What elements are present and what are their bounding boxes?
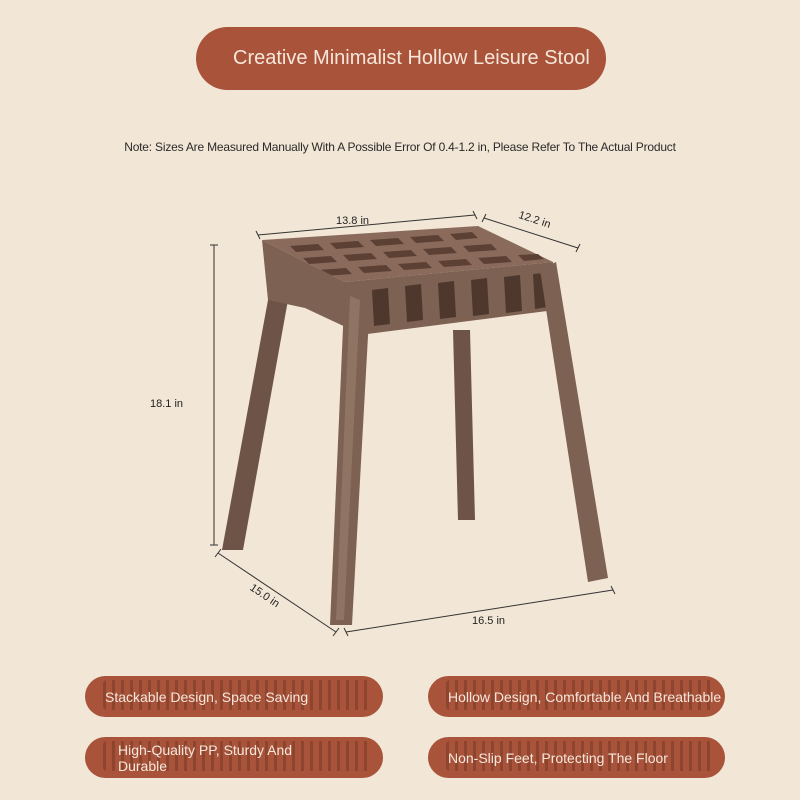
back-left-leg [222,300,288,550]
feature-label: High-Quality PP, Sturdy And Durable [118,741,293,774]
size-note: Note: Sizes Are Measured Manually With A Possible Error Of 0.4-1.2 in, Please Refer To The Actual Product [124,140,676,154]
feature-stackable [85,676,383,717]
dim-top-width: 13.8 in [336,215,370,227]
feature-material [85,737,383,778]
back-leg [453,330,475,520]
stool-body [222,226,608,625]
dim-bottom-width: 16.5 in [472,615,506,627]
feature-label: Hollow Design, Comfortable And Breathable [448,688,722,705]
page-title: Creative Minimalist Hollow Leisure Stool [233,47,590,69]
dim-bottom-depth: 15.0 in [247,581,282,611]
feature-label: Non-Slip Feet, Protecting The Floor [448,749,668,766]
feature-non-slip [428,737,725,778]
feature-label: Stackable Design, Space Saving [105,688,309,705]
feature-hollow [428,676,725,717]
dim-height: 18.1 in [150,398,184,410]
front-right-leg [540,262,608,582]
dim-top-depth: 12.2 in [516,209,553,231]
